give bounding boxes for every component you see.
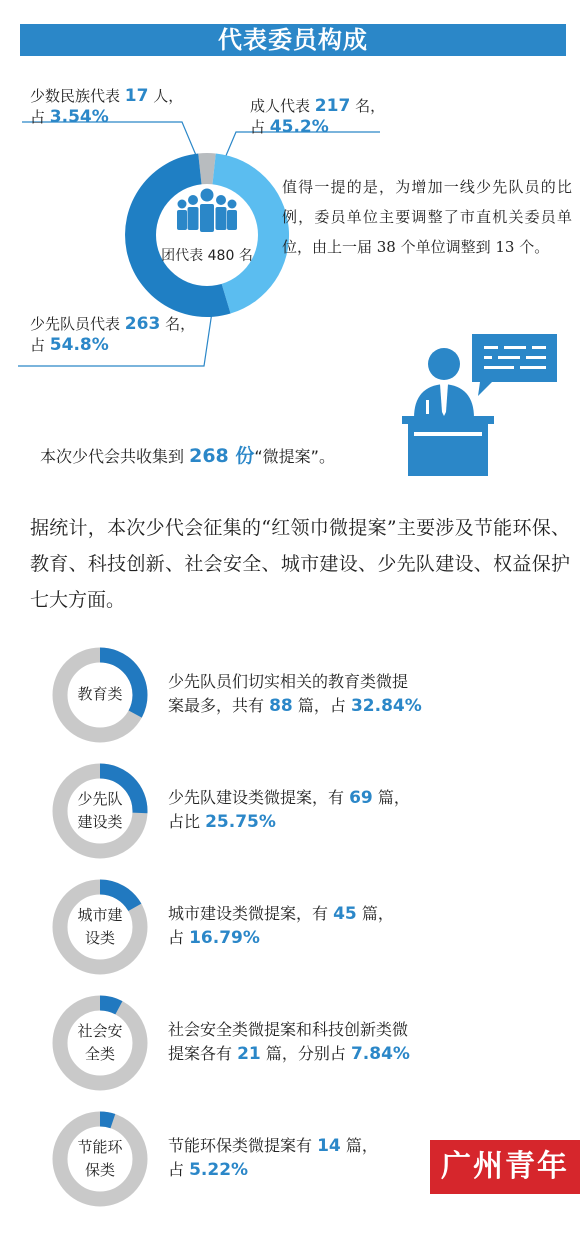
category-description — [168, 1018, 568, 1066]
category-label-line: 社会安 — [77, 1022, 123, 1040]
category-label — [65, 788, 135, 834]
category-description — [168, 786, 568, 834]
description-line: 提案各有 21 篇，分别占 7.84% — [168, 1044, 410, 1064]
description-line: 占比 25.75% — [168, 812, 276, 832]
category-label — [65, 904, 135, 950]
category-label — [65, 1020, 135, 1066]
header-banner — [20, 24, 566, 56]
category-description — [168, 670, 568, 718]
category-label-line: 设类 — [84, 929, 115, 947]
description-line: 占 16.79% — [168, 928, 260, 948]
description-line: 节能环保类微提案有 14 篇， — [168, 1136, 378, 1156]
description-line: 占 5.22% — [168, 1160, 249, 1180]
page-title: 代表委员构成 — [218, 26, 368, 54]
category-label-line: 少先队 — [77, 790, 123, 808]
category-label-line: 教育类 — [77, 685, 123, 703]
category-label-line: 节能环 — [77, 1138, 123, 1156]
category-row — [0, 872, 586, 980]
speaker-podium-icon — [392, 326, 572, 476]
proposal-count-line: 本次少代会共收集到 268 份“微提案”。 — [40, 445, 335, 467]
category-row — [0, 756, 586, 864]
summary-paragraph: 据统计，本次少代会征集的“红领巾微提案”主要涉及节能环保、教育、科技创新、社会安全、城市建设、少先队建设、权益保护七大方面。 — [30, 517, 570, 611]
description-line: 少先队建设类微提案，有 69 篇， — [168, 788, 410, 808]
category-description — [168, 902, 568, 950]
category-label — [65, 683, 135, 706]
category-label — [65, 1136, 135, 1182]
pie-label-minority: 少数民族代表 17 人， 占 3.54% — [30, 86, 184, 127]
category-label-line: 城市建 — [77, 906, 123, 924]
category-label-line: 建设类 — [77, 813, 123, 831]
note-paragraph: 值得一提的是，为增加一线少先队员的比例，委员单位主要调整了市直机关委员单位，由上一届 38 个单位调整到 13 个。 — [282, 178, 572, 256]
pie-center-label: 团代表 480 名 — [161, 248, 253, 264]
description-line: 城市建设类微提案，有 45 篇， — [168, 904, 394, 924]
description-line: 案最多，共有 88 篇，占 32.84% — [168, 696, 422, 716]
category-row — [0, 640, 586, 748]
description-line: 少先队员们切实相关的教育类微提 — [168, 672, 409, 691]
description-line: 社会安全类微提案和科技创新类微 — [168, 1020, 409, 1039]
logo-text: 广州青年报 — [441, 1149, 569, 1238]
category-row — [0, 988, 586, 1096]
proposal-category-list — [0, 640, 586, 1180]
pie-label-pioneer: 少先队员代表 263 名， 占 54.8% — [30, 314, 196, 355]
category-label-line: 保类 — [84, 1161, 115, 1179]
pie-label-adult: 成人代表 217 名， 占 45.2% — [250, 96, 386, 137]
category-label-line: 全类 — [84, 1045, 115, 1063]
newspaper-logo — [430, 1140, 580, 1238]
